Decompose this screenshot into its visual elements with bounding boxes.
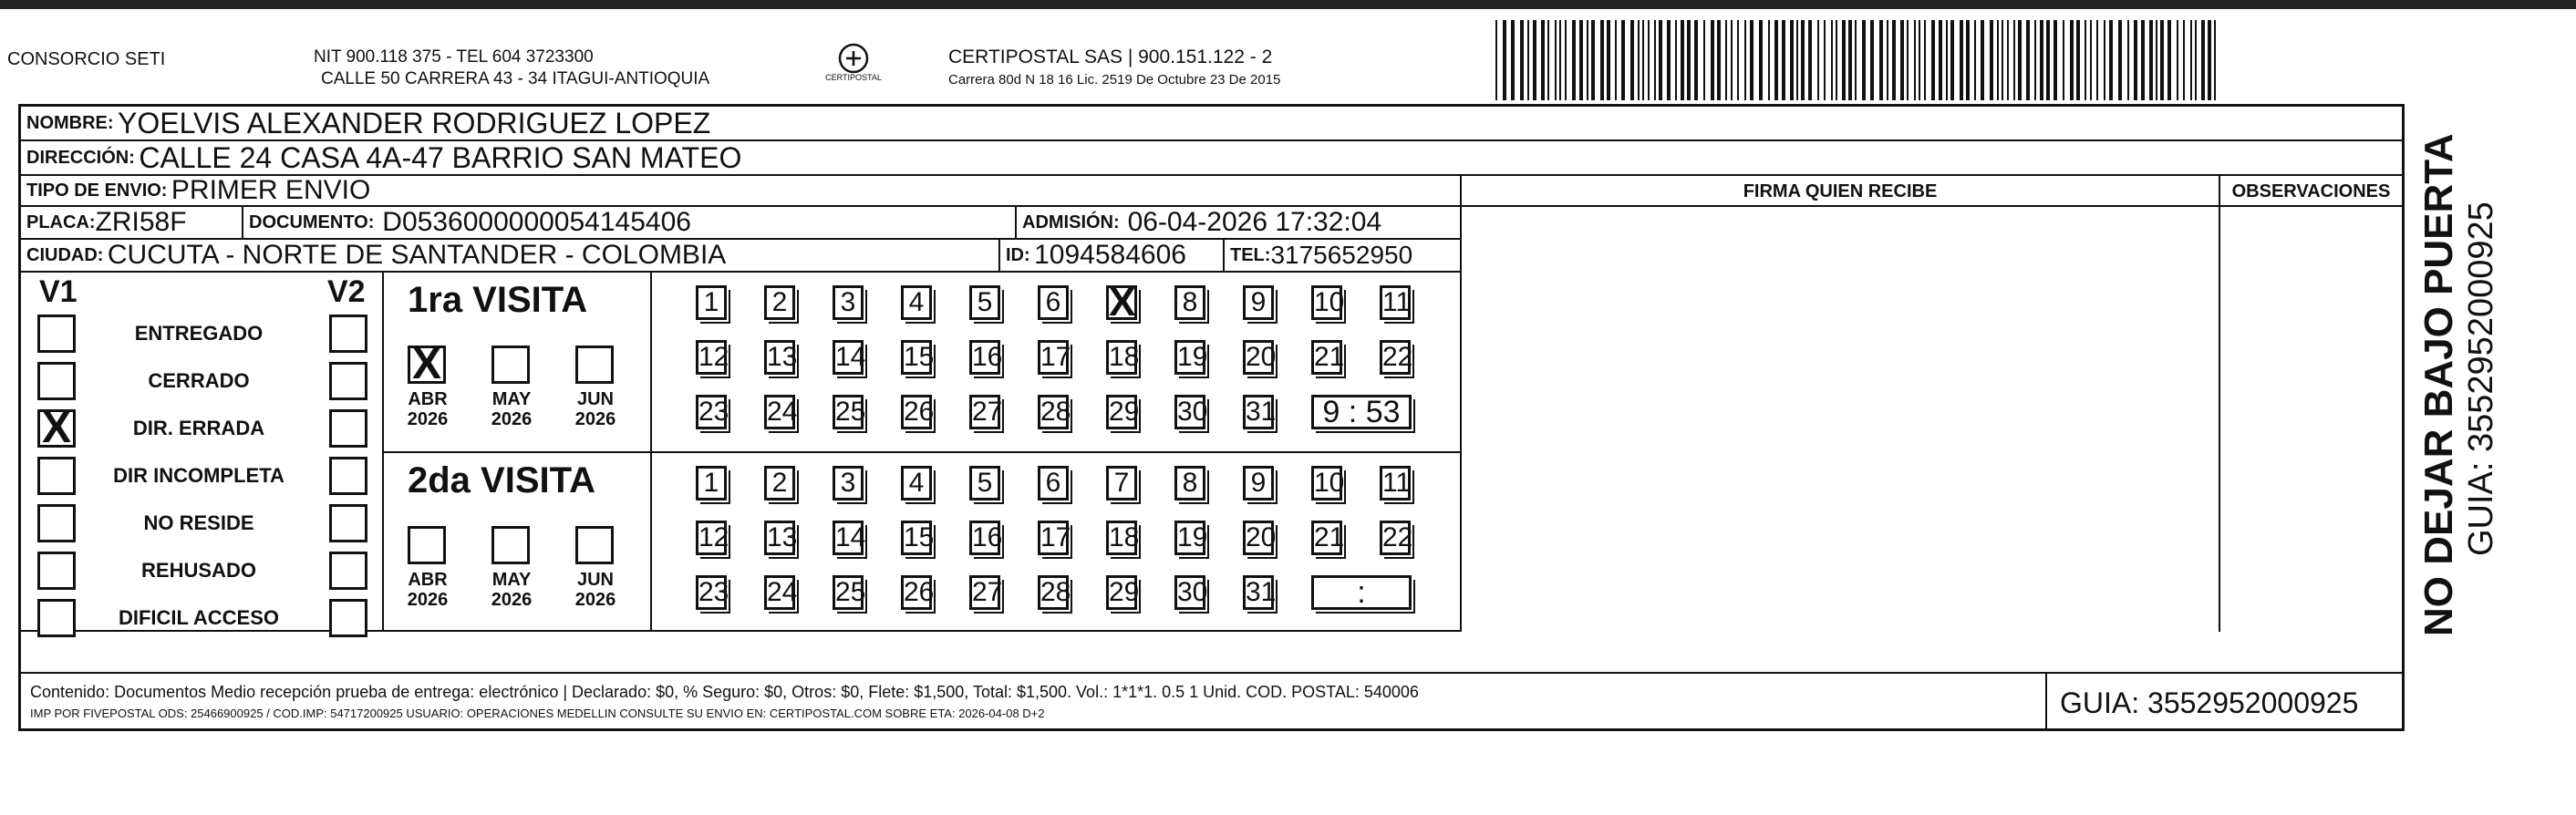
barcode-bar [2167, 20, 2171, 100]
nit-tel: NIT 900.118 375 - TEL 604 3723300 [314, 47, 594, 67]
barcode-bar [2177, 20, 2178, 100]
barcode-bar [1824, 20, 1826, 100]
barcode-bar [1687, 20, 1691, 100]
barcode-bar [2002, 20, 2003, 100]
barcode-bar [1600, 20, 1604, 100]
visit-2-day-box[interactable]: 17 [1038, 521, 1069, 555]
visit-2-day-box[interactable]: 20 [1243, 521, 1274, 555]
visit-1-day-box[interactable]: 8 [1174, 285, 1205, 320]
v2-checkbox[interactable] [329, 409, 367, 448]
barcode-bar [2149, 20, 2153, 100]
barcode-bar [1790, 20, 1794, 100]
barcode-bar [1615, 20, 1617, 100]
barcode-bar [2118, 20, 2122, 100]
v1-checkbox[interactable] [37, 599, 76, 637]
visit-2-month-year: 2026 [574, 590, 616, 610]
barcode-bar [1675, 20, 1677, 100]
visit-1-day-box[interactable]: 24 [764, 395, 795, 429]
visit-2-month-year: 2026 [407, 590, 449, 610]
visit-2-day-box[interactable]: 11 [1380, 466, 1411, 500]
visit-1-day-box[interactable]: 27 [969, 395, 1000, 429]
visit-1-day-box[interactable]: 9 [1243, 285, 1274, 320]
v1-checkbox[interactable] [37, 504, 76, 542]
visit-1-day-mark: X [1109, 280, 1136, 325]
documento-value: D0536000000054145406 [382, 207, 691, 237]
id-value: 1094584606 [1034, 240, 1186, 270]
visit-2-day-box[interactable]: 7 [1106, 466, 1137, 500]
placa-label: PLACA: [26, 211, 96, 232]
barcode-bar [2007, 20, 2009, 100]
barcode-bar [1796, 20, 1798, 100]
barcode-bar [2090, 20, 2092, 100]
visit-1-day-box[interactable]: 2 [764, 285, 795, 320]
barcode-bar [1503, 20, 1506, 100]
visit-1-month-name: ABR [408, 389, 448, 409]
v2-header: V2 [327, 274, 366, 309]
footer-line-1: Contenido: Documentos Medio recepción prueba de entrega: electrónico | Declarado: $0, % Seguro: $0, Otros: $0, Flete: $1,500, Total: $1,500. Vol.: 1*1*1. 0.5 1 Unid. COD. POSTAL: 540006 [30, 683, 1419, 701]
visit-2-day-box[interactable]: 24 [764, 575, 795, 610]
barcode-bar [2195, 20, 2197, 100]
barcode-bar [1997, 20, 1999, 100]
visit-2-block [382, 453, 1460, 632]
visit-2-month-label [484, 570, 539, 610]
ciudad-value: CUCUTA - NORTE DE SANTANDER - COLOMBIA [107, 240, 727, 270]
v1-header: V1 [39, 274, 78, 309]
nombre-label: NOMBRE: [26, 112, 114, 133]
visit-1-month-checkbox[interactable] [408, 340, 446, 388]
visit-1-time-box[interactable]: 9 : 53 [1311, 395, 1412, 429]
visits-area [21, 273, 1460, 632]
barcode-bar [1887, 20, 1888, 100]
barcode-bar [2096, 20, 2098, 100]
visit-2-month-checkbox[interactable] [408, 526, 446, 564]
visit-2-month-checkbox[interactable] [491, 526, 530, 564]
visit-1-month-mark: X [411, 340, 441, 388]
barcode-bar [1731, 20, 1733, 100]
observaciones-label: OBSERVACIONES [2231, 181, 2391, 201]
visit-1-day-box[interactable]: 25 [833, 395, 864, 429]
visit-1-day-box[interactable]: 28 [1038, 395, 1069, 429]
barcode [1495, 20, 2225, 100]
visit-1-title: 1ra VISITA [408, 280, 588, 320]
visit-2-day-box[interactable]: 21 [1311, 521, 1342, 555]
visit-2-month-checkbox[interactable] [575, 526, 614, 564]
admision-value: 06-04-2026 17:32:04 [1127, 207, 1382, 237]
row-nombre [21, 107, 2402, 141]
barcode-bar [1900, 20, 1904, 100]
status-label: DIR. ERRADA [132, 417, 265, 439]
barcode-bar [1638, 20, 1640, 100]
top-edge-line [0, 0, 2576, 9]
visit-1-month-label [484, 389, 539, 429]
barcode-bar [1855, 20, 1857, 100]
visit-1-day-box[interactable]: 19 [1174, 340, 1205, 375]
visit-2-month-label [400, 570, 455, 610]
visit-2-day-box[interactable]: 8 [1174, 466, 1205, 500]
visit-2-day-box[interactable]: 25 [833, 575, 864, 610]
no-dejar-bajo-puerta: NO DEJAR BAJO PUERTA [2416, 133, 2461, 636]
barcode-bar [2134, 20, 2137, 100]
barcode-bar [1607, 20, 1610, 100]
v2-checkbox[interactable] [329, 599, 367, 637]
barcode-bar [1879, 20, 1883, 100]
id-label: ID: [1006, 244, 1030, 265]
visit-2-title: 2da VISITA [408, 460, 595, 500]
barcode-bar [1981, 20, 1984, 100]
visit-2-day-box[interactable]: 4 [901, 466, 932, 500]
visit-1-month-checkbox[interactable] [575, 346, 614, 384]
visit-1-day-box[interactable]: 26 [901, 395, 932, 429]
tel-value: 3175652950 [1270, 241, 1413, 269]
visit-2-month-name: MAY [491, 570, 532, 590]
barcode-bar [2054, 20, 2057, 100]
firma-divider [1460, 176, 1462, 632]
barcode-bar [1801, 20, 1805, 100]
delivery-form [18, 104, 2405, 731]
visit-2-day-box[interactable]: 23 [696, 575, 727, 610]
barcode-bar [1555, 20, 1557, 100]
v2-checkbox[interactable] [329, 315, 367, 353]
barcode-bar [1654, 20, 1656, 100]
visit-1-day-box[interactable]: 11 [1380, 285, 1411, 320]
visit-2-day-box[interactable]: 31 [1243, 575, 1274, 610]
visit-1-month-name: JUN [576, 389, 614, 409]
visit-2-month-name: JUN [576, 570, 614, 590]
certipostal-nit: CERTIPOSTAL SAS | 900.151.122 - 2 [948, 46, 1273, 67]
footer-guia: GUIA: 3552952000925 [2060, 686, 2359, 719]
observaciones-divider [2219, 176, 2220, 632]
direccion-value: CALLE 24 CASA 4A-47 BARRIO SAN MATEO [139, 141, 742, 174]
barcode-bar [2190, 20, 2192, 100]
visit-1-day-box[interactable]: 10 [1311, 285, 1342, 320]
v2-checkbox[interactable] [329, 457, 367, 495]
barcode-bar [1520, 20, 1524, 100]
barcode-bar [2156, 20, 2157, 100]
v1-checkmark: X [41, 404, 71, 452]
logo-caption: CERTIPOSTAL [825, 73, 882, 82]
visit-1-day-box[interactable]: 12 [696, 340, 727, 375]
barcode-bar [1939, 20, 1942, 100]
barcode-bar [1559, 20, 1561, 100]
barcode-bar [1630, 20, 1634, 100]
barcode-bar [1931, 20, 1935, 100]
barcode-bar [1642, 20, 1644, 100]
visit-1-month-year: 2026 [407, 409, 449, 429]
visit-2-day-box[interactable]: 9 [1243, 466, 1274, 500]
visit-1-day-box[interactable]: 6 [1038, 285, 1069, 320]
barcode-bar [2034, 20, 2036, 100]
barcode-bar [2076, 20, 2080, 100]
status-label: ENTREGADO [134, 322, 264, 345]
status-label: DIFICIL ACCESO [118, 606, 279, 629]
visit-1-day-box[interactable]: 1 [696, 285, 727, 320]
visit-1-day-box[interactable]: 20 [1243, 340, 1274, 375]
ciudad-label: CIUDAD: [26, 244, 104, 265]
visit-1-month-year: 2026 [574, 409, 616, 429]
barcode-bar [1817, 20, 1819, 100]
status-label: CERRADO [148, 369, 250, 392]
barcode-bar [1848, 20, 1852, 100]
visit-1-day-box[interactable]: 29 [1106, 395, 1137, 429]
tipo-value: PRIMER ENVIO [171, 176, 371, 205]
visit-2-time-box[interactable]: : [1311, 575, 1412, 610]
visit-1-day-box[interactable]: 31 [1243, 395, 1274, 429]
barcode-bar [2040, 20, 2043, 100]
barcode-bar [1511, 20, 1515, 100]
barcode-bar [1870, 20, 1874, 100]
barcode-bar [1541, 20, 1545, 100]
visit-2-day-box[interactable]: 6 [1038, 466, 1069, 500]
visit-1-month-name: MAY [491, 389, 532, 409]
barcode-bar [1842, 20, 1846, 100]
certipostal-license: Carrera 80d N 18 16 Lic. 2519 De Octubre 23 De 2015 [948, 72, 1281, 88]
visit-1-day-box[interactable]: 13 [764, 340, 795, 375]
barcode-bar [1782, 20, 1785, 100]
barcode-bar [1907, 20, 1909, 100]
barcode-bar [2141, 20, 2145, 100]
visit-1-day-box[interactable]: 22 [1380, 340, 1411, 375]
visit-2-day-box[interactable]: 26 [901, 575, 932, 610]
barcode-bar [1711, 20, 1714, 100]
barcode-bar [1946, 20, 1948, 100]
visit-1-day-box[interactable]: 17 [1038, 340, 1069, 375]
v1-checkbox[interactable] [37, 457, 76, 495]
v1-checkbox[interactable] [37, 552, 76, 590]
barcode-bar [2127, 20, 2129, 100]
barcode-bar [1950, 20, 1954, 100]
documento-label: DOCUMENTO: [249, 211, 375, 232]
visit-1-block [382, 273, 1460, 451]
barcode-bar [1836, 20, 1837, 100]
status-label: NO RESIDE [143, 511, 254, 534]
barcode-bar [1667, 20, 1671, 100]
status-label: DIR INCOMPLETA [113, 464, 284, 487]
barcode-bar [2063, 20, 2064, 100]
barcode-bar [2109, 20, 2113, 100]
company-name: CONSORCIO SETI [7, 49, 166, 69]
barcode-bar [2183, 20, 2185, 100]
visit-2-month-label [568, 570, 623, 610]
visit-2-month-year: 2026 [491, 590, 533, 610]
barcode-bar [1587, 20, 1588, 100]
certipostal-logo [825, 40, 882, 88]
company-address: CALLE 50 CARRERA 43 - 34 ITAGUI-ANTIOQUIA [321, 69, 710, 88]
footer-line-2: IMP POR FIVEPOSTAL ODS: 25466900925 / COD.IMP: 54717200925 USUARIO: OPERACIONES MEDELLIN CONSULTE SU ENVIO EN: CERTIPOSTAL.COM SOBRE ETA: 2026-04-08 D+2 [30, 707, 1045, 720]
visit-2-day-box[interactable]: 15 [901, 521, 932, 555]
status-label: REHUSADO [141, 559, 256, 582]
barcode-bar [1527, 20, 1529, 100]
firma-label: FIRMA QUIEN RECIBE [1743, 181, 1938, 201]
visit-1-day-box[interactable]: 5 [969, 285, 1000, 320]
barcode-bar [1572, 20, 1576, 100]
barcode-bar [1681, 20, 1684, 100]
barcode-bar [2026, 20, 2030, 100]
visit-2-day-box[interactable]: 13 [764, 521, 795, 555]
barcode-bar [1990, 20, 1993, 100]
visit-1-day-box[interactable]: 21 [1311, 340, 1342, 375]
barcode-bar [1495, 20, 1497, 100]
visit-1-month-checkbox[interactable] [491, 346, 530, 384]
visit-2-month-name: ABR [408, 570, 448, 590]
tel-label: TEL: [1230, 244, 1271, 265]
barcode-bar [1717, 20, 1721, 100]
barcode-bar [1547, 20, 1549, 100]
visit-2-day-box[interactable]: 14 [833, 521, 864, 555]
tipo-label: TIPO DE ENVIO: [26, 180, 168, 201]
barcode-bar [1659, 20, 1662, 100]
barcode-bar [2085, 20, 2086, 100]
barcode-bar [1694, 20, 1698, 100]
visit-2-day-box[interactable]: 29 [1106, 575, 1137, 610]
barcode-bar [1831, 20, 1833, 100]
visit-1-month-label [568, 389, 623, 429]
visit-1-day-box[interactable]: 14 [833, 340, 864, 375]
v2-checkbox[interactable] [329, 552, 367, 590]
placa-value: ZRI58F [95, 207, 187, 237]
barcode-bar [1750, 20, 1754, 100]
barcode-bar [1966, 20, 1970, 100]
visit-1-day-box[interactable]: 23 [696, 395, 727, 429]
visit-2-day-box[interactable]: 18 [1106, 521, 1137, 555]
barcode-bar [1774, 20, 1778, 100]
visit-2-day-box[interactable]: 2 [764, 466, 795, 500]
barcode-bar [2070, 20, 2074, 100]
v1-checkbox[interactable] [37, 362, 76, 400]
barcode-bar [2201, 20, 2205, 100]
barcode-bar [1892, 20, 1896, 100]
nombre-value: YOELVIS ALEXANDER RODRIGUEZ LOPEZ [118, 107, 711, 139]
visit-2-day-box[interactable]: 3 [833, 466, 864, 500]
barcode-bar [2160, 20, 2164, 100]
v1-checkbox[interactable] [37, 404, 76, 452]
visit-1-day-box[interactable] [1106, 280, 1137, 325]
v1-checkbox[interactable] [37, 315, 76, 353]
visit-2-day-box[interactable]: 12 [696, 521, 727, 555]
visit-1-day-box[interactable]: 18 [1106, 340, 1137, 375]
barcode-bar [1974, 20, 1976, 100]
admision-label: ADMISIÓN: [1022, 211, 1120, 232]
barcode-bar [1862, 20, 1866, 100]
barcode-bar [2104, 20, 2105, 100]
visit-2-day-box[interactable]: 16 [969, 521, 1000, 555]
visit-1-day-box[interactable]: 3 [833, 285, 864, 320]
row-ciudad [21, 240, 1460, 273]
v2-checkbox[interactable] [329, 504, 367, 542]
barcode-bar [1960, 20, 1963, 100]
visit-2-day-box[interactable]: 5 [969, 466, 1000, 500]
barcode-bar [1591, 20, 1595, 100]
barcode-bar [1808, 20, 1812, 100]
barcode-bar [1621, 20, 1625, 100]
barcode-bar [2214, 20, 2216, 100]
v2-checkbox[interactable] [329, 362, 367, 400]
barcode-bar [1533, 20, 1536, 100]
footer-guia-divider [2045, 672, 2047, 728]
barcode-bar [2046, 20, 2050, 100]
visit-1-day-box[interactable]: 4 [901, 285, 932, 320]
barcode-bar [2013, 20, 2015, 100]
row-placa [21, 207, 1460, 240]
barcode-bar [1725, 20, 1727, 100]
barcode-bar [1703, 20, 1705, 100]
visit-1-day-box[interactable]: 16 [969, 340, 1000, 375]
visit-2-day-box[interactable]: 19 [1174, 521, 1205, 555]
direccion-label: DIRECCIÓN: [26, 147, 135, 168]
visit-2-day-box[interactable]: 22 [1380, 521, 1411, 555]
barcode-bar [2018, 20, 2022, 100]
barcode-bar [1737, 20, 1739, 100]
barcode-bar [1768, 20, 1770, 100]
barcode-bar [1759, 20, 1763, 100]
visit-2-day-box[interactable]: 27 [969, 575, 1000, 610]
visit-2-day-box[interactable]: 1 [696, 466, 727, 500]
barcode-bar [1648, 20, 1650, 100]
visit-2-day-box[interactable]: 28 [1038, 575, 1069, 610]
side-guia: GUIA: 3552952000925 [2462, 201, 2500, 556]
barcode-bar [1744, 20, 1746, 100]
visit-1-day-box[interactable]: 30 [1174, 395, 1205, 429]
visit-2-day-box[interactable]: 10 [1311, 466, 1342, 500]
row-direccion [21, 141, 2402, 176]
visit-1-month-year: 2026 [491, 409, 533, 429]
barcode-bar [1579, 20, 1583, 100]
barcode-bar [1565, 20, 1567, 100]
visit-1-month-label [400, 389, 455, 429]
barcode-bar [1919, 20, 1920, 100]
visit-1-day-box[interactable]: 15 [901, 340, 932, 375]
barcode-bar [1914, 20, 1916, 100]
barcode-bar [1924, 20, 1926, 100]
visit-2-day-box[interactable]: 30 [1174, 575, 1205, 610]
barcode-bar [2208, 20, 2211, 100]
